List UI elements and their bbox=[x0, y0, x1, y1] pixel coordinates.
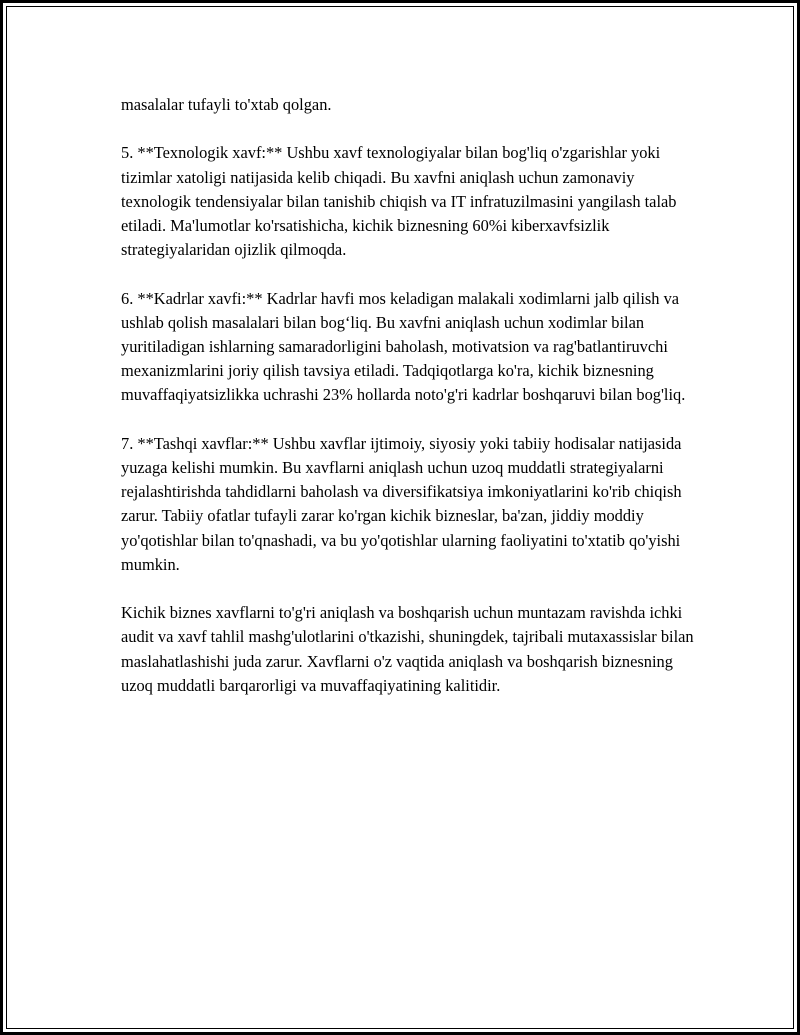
paragraph-conclusion: Kichik biznes xavflarni to'g'ri aniqlash va boshqarish uchun muntazam ravishda ichki audit va xavf tahlil mashg'ulotlarini o'tkazishi, shuningdek, tajribali mutaxassislar bilan maslahatlashishi juda zarur. Xavflarni o'z vaqtida aniqlash va boshqarish biznesning uzoq muddatli barqarorligi va muvaffaqiyatining kalitidir. bbox=[121, 603, 694, 695]
paragraph-technology-risk: 5. **Texnologik xavf:** Ushbu xavf texnologiyalar bilan bog'liq o'zgarishlar yoki tizimlar xatoligi natijasida kelib chiqadi. Bu xavfni aniqlash uchun zamonaviy texnologik tendensiyalar bilan tanishib chiqish va IT infratuzilmasini yangilash talab etiladi. Ma'lumotlar ko'rsatishicha, kichik biznesning 60%i kiberxavfsizlik strategiyalaridan ojizlik qilmoqda. bbox=[121, 143, 677, 260]
document-body bbox=[121, 93, 696, 722]
paragraph-continuation: masalalar tufayli to'xtab qolgan. bbox=[121, 95, 332, 114]
paragraph-external-risks: 7. **Tashqi xavflar:** Ushbu xavflar ijtimoiy, siyosiy yoki tabiiy hodisalar natijasida yuzaga kelishi mumkin. Bu xavflarni aniqlash uchun uzoq muddatli strategiyalarni rejalashtirishda tahdidlarni baholash va diversifikatsiya imkoniyatlarini ko'rib chiqish zarur. Tabiiy ofatlar tufayli zarar ko'rgan kichik bizneslar, ba'zan, jiddiy moddiy yo'qotishlar bilan to'qnashadi, va bu yo'qotishlar ularning faoliyatini to'xtatib qo'yishi mumkin. bbox=[121, 433, 682, 574]
paragraph-personnel-risk: 6. **Kadrlar xavfi:** Kadrlar havfi mos keladigan malakali xodimlarni jalb qilish va ushlab qolish masalalari bilan bog‘liq. Bu xavfni aniqlash uchun xodimlar bilan yuritiladigan ishlarning samaradorligini baholash, motivatsion va rag'batlantiruvchi mexanizmlarini joriy qilish tavsiya etiladi. Tadqiqotlarga ko'ra, kichik biznesning muvaffaqiyatsizlikka uchrashi 23% hollarda noto'g'ri kadrlar boshqaruvi bilan bog'liq. bbox=[121, 288, 686, 405]
